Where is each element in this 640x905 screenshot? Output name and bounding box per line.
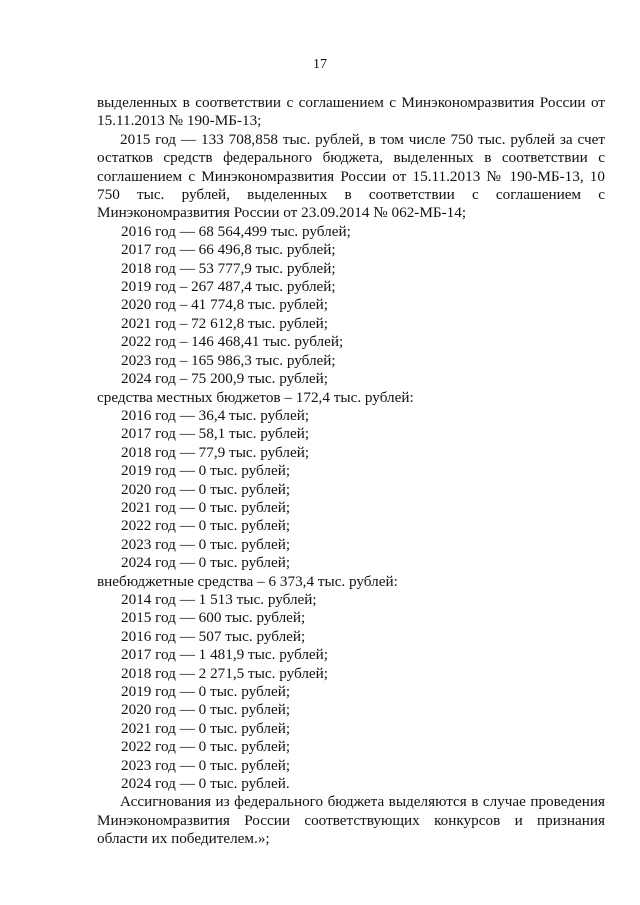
list-item: 2023 год — 0 тыс. рублей;: [121, 535, 291, 553]
list-item: 2018 год — 77,9 тыс. рублей;: [121, 443, 310, 461]
list-item: 2024 год — 0 тыс. рублей;: [121, 554, 291, 572]
list-item: 2022 год – 146 468,41 тыс. рублей;: [121, 333, 344, 351]
list-item: 2018 год — 2 271,5 тыс. рублей;: [121, 664, 329, 682]
document-body: [97, 94, 605, 849]
intro-paragraph: выделенных в соответствии с соглашением с Минэкономразвития России от 15.11.2013 № 190-МБ-13;: [97, 94, 605, 130]
list-item: 2016 год — 36,4 тыс. рублей;: [121, 406, 310, 424]
list-item: 2019 год — 0 тыс. рублей;: [121, 462, 291, 480]
extrabudgetary-years-list: [121, 591, 605, 793]
list-item: 2014 год — 1 513 тыс. рублей;: [121, 590, 317, 608]
local-budgets-heading: средства местных бюджетов – 172,4 тыс. рублей:: [97, 388, 414, 406]
extrabudgetary-heading: внебюджетные средства – 6 373,4 тыс. рублей:: [97, 572, 398, 590]
list-item: 2024 год – 75 200,9 тыс. рублей;: [121, 370, 329, 388]
list-item: 2024 год — 0 тыс. рублей.: [121, 775, 290, 793]
list-item: 2021 год — 0 тыс. рублей;: [121, 719, 291, 737]
list-item: 2023 год – 165 986,3 тыс. рублей;: [121, 351, 336, 369]
list-item: 2016 год — 507 тыс. рублей;: [121, 627, 306, 645]
paragraph-2015: 2015 год — 133 708,858 тыс. рублей, в том числе 750 тыс. рублей за счет остатков средств федерального бюджета, выделенных в соответствии с соглашением с Минэкономразвития России от 15.11.2013 № 190-МБ-13, 10 750 тыс. рублей, выделенных в соответствии с соглашением с Минэкономразвития России от 23.09.2014 № 062-МБ-14;: [97, 130, 605, 222]
list-item: 2016 год — 68 564,499 тыс. рублей;: [121, 222, 351, 240]
list-item: 2022 год — 0 тыс. рублей;: [121, 738, 291, 756]
list-item: 2021 год — 0 тыс. рублей;: [121, 498, 291, 516]
list-item: 2017 год — 66 496,8 тыс. рублей;: [121, 241, 336, 259]
list-item: 2017 год — 1 481,9 тыс. рублей;: [121, 646, 329, 664]
list-item: 2020 год – 41 774,8 тыс. рублей;: [121, 296, 329, 314]
list-item: 2019 год — 0 тыс. рублей;: [121, 683, 291, 700]
list-item: 2022 год — 0 тыс. рублей;: [121, 517, 291, 535]
page-number: 17: [313, 57, 327, 72]
list-item: 2018 год — 53 777,9 тыс. рублей;: [121, 259, 336, 277]
closing-paragraph: Ассигнования из федерального бюджета выделяются в случае проведения Минэкономразвития России соответствующих конкурсов и признания области их победителем.»;: [97, 793, 605, 848]
list-item: 2017 год — 58,1 тыс. рублей;: [121, 425, 310, 443]
local-years-list: [121, 407, 605, 573]
list-item: 2019 год – 267 487,4 тыс. рублей;: [121, 278, 336, 296]
list-item: 2015 год — 600 тыс. рублей;: [121, 609, 306, 627]
list-item: 2020 год — 0 тыс. рублей;: [121, 480, 291, 498]
list-item: 2021 год – 72 612,8 тыс. рублей;: [121, 314, 329, 332]
federal-years-list: [121, 223, 605, 389]
list-item: 2020 год — 0 тыс. рублей;: [121, 701, 291, 719]
list-item: 2023 год — 0 тыс. рублей;: [121, 756, 291, 774]
